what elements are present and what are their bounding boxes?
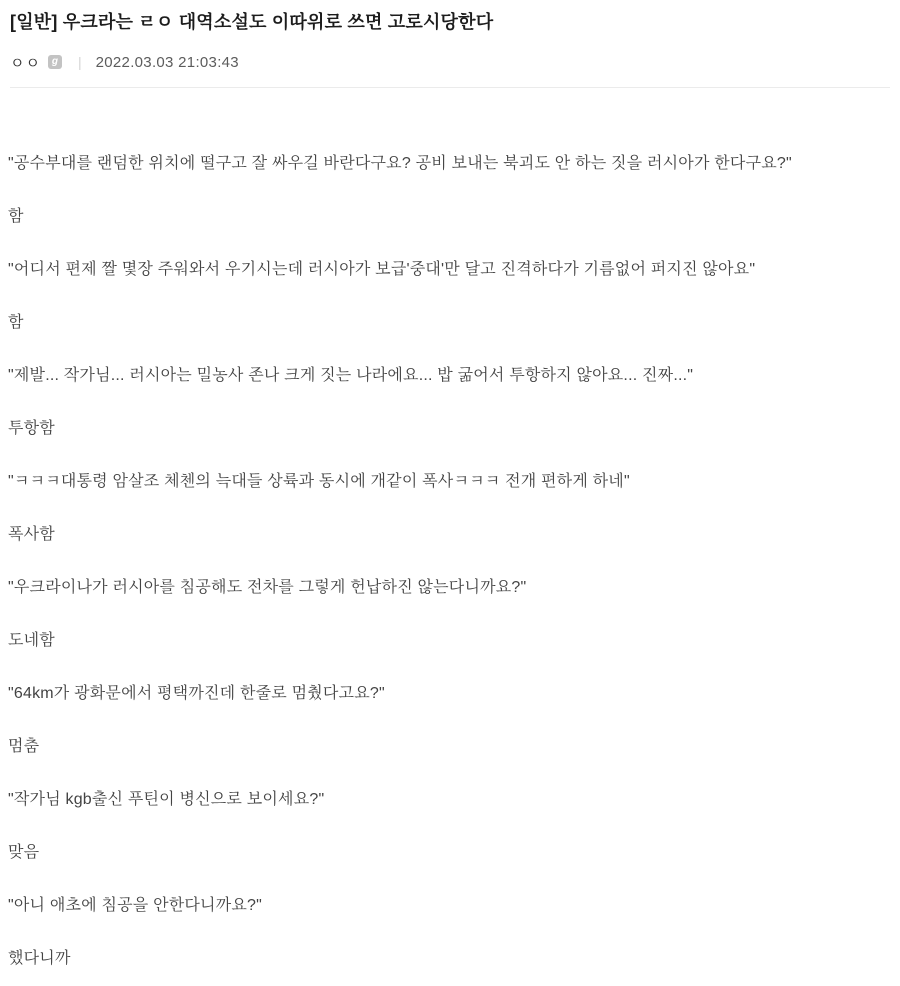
response-line: 함 bbox=[8, 208, 24, 225]
post-header bbox=[0, 0, 900, 88]
response-line: 멈춤 bbox=[8, 738, 40, 755]
quote-line: "우크라이나가 러시아를 침공해도 전차를 그렇게 헌납하진 않는다니까요?" bbox=[8, 579, 527, 596]
quote-line: "공수부대를 랜덤한 위치에 떨구고 잘 싸우길 바란다구요? 공비 보내는 북괴도 안 하는 짓을 러시아가 한다구요?" bbox=[8, 155, 792, 172]
post-date: 2022.03.03 21:03:43 bbox=[95, 53, 239, 71]
response-line: 도네함 bbox=[8, 632, 55, 649]
quote-line: "아니 애초에 침공을 안한다니까요?" bbox=[8, 897, 262, 914]
response-line: 폭사함 bbox=[8, 526, 55, 543]
post-title: [일반] 우크라는 ㄹㅇ 대역소설도 이따위로 쓰면 고로시당한다 bbox=[10, 12, 494, 32]
response-line: 함 bbox=[8, 314, 24, 331]
meta-separator: | bbox=[77, 54, 82, 70]
quote-line: "어디서 편제 짤 몇장 주워와서 우기시는데 러시아가 보급'중대'만 달고 진격하다가 기름없어 퍼지진 않아요" bbox=[8, 261, 756, 278]
quote-line: "64km가 광화문에서 평택까진데 한줄로 멈췄다고요?" bbox=[8, 685, 385, 702]
quote-line: "작가님 kgb출신 푸틴이 병신으로 보이세요?" bbox=[8, 791, 325, 808]
gallog-icon[interactable]: g bbox=[48, 55, 62, 69]
quote-line: "ㅋㅋㅋ대통령 암살조 체첸의 늑대들 상륙과 동시에 개같이 폭사ㅋㅋㅋ 전개 편하게 하네" bbox=[8, 473, 630, 490]
post-body bbox=[0, 88, 900, 969]
response-line: 투항함 bbox=[8, 420, 55, 437]
author-nickname[interactable]: ㅇㅇ bbox=[10, 54, 41, 72]
quote-line: "제발... 작가님... 러시아는 밀농사 존나 크게 짓는 나라에요... 밥 굶어서 투항하지 않아요... 진짜..." bbox=[8, 367, 694, 384]
response-line: 맞음 bbox=[8, 844, 40, 861]
post-meta bbox=[10, 52, 890, 72]
response-line: 했다니까 bbox=[8, 950, 71, 967]
